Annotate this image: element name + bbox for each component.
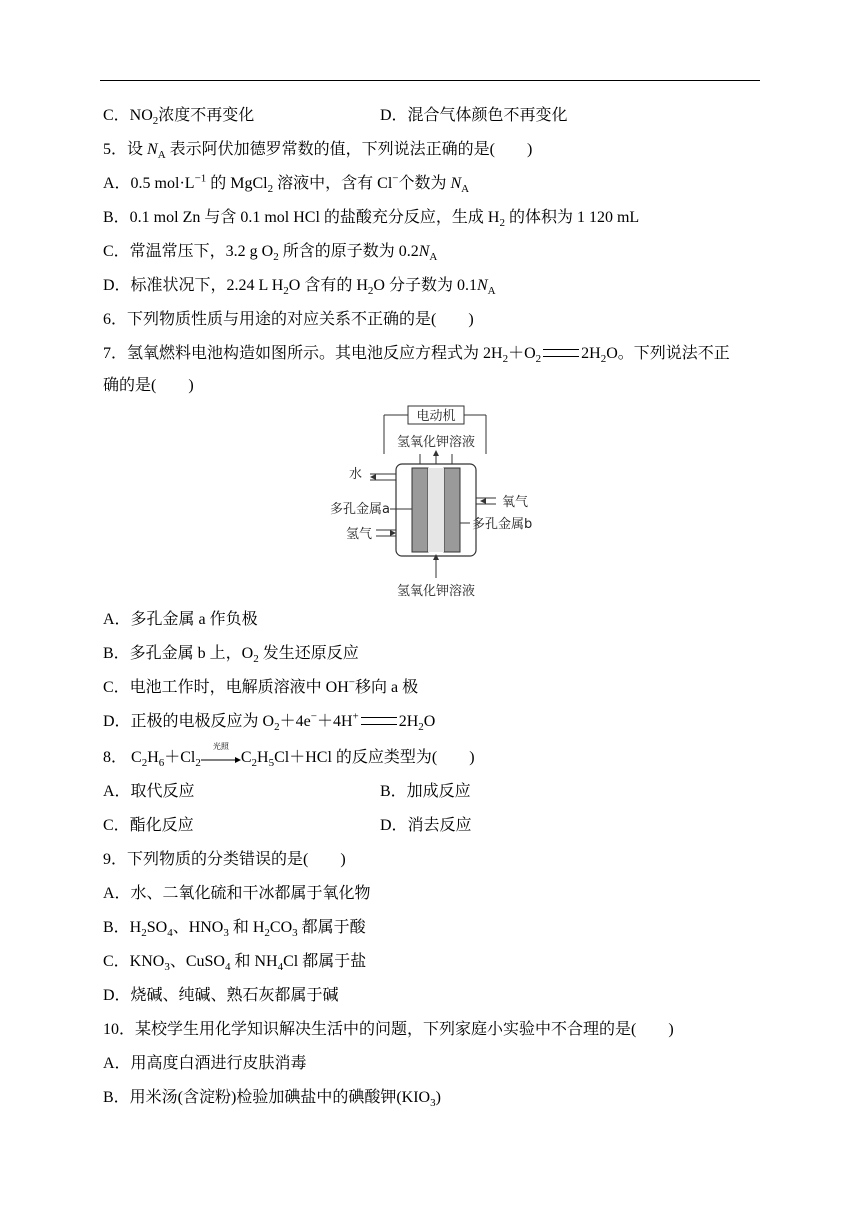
q8-option-d: D．消去反应 (380, 817, 472, 834)
q8-option-b: B．加成反应 (380, 783, 471, 800)
q9-option-a: A．水、二氧化硫和干冰都属于氧化物 (103, 885, 371, 902)
q7-option-b: B．多孔金属 b 上，$O_2$ 发生还原反应 (103, 645, 359, 666)
metal-b-label: 多孔金属b (472, 517, 533, 532)
q5-option-b: B．0.1 mol Zn 与含 0.1 mol HCl 的盐酸充分反应，生成 $H_2$ 的体积为 1 120 mL (103, 209, 640, 230)
hydrogen-label: 氢气 (345, 527, 372, 542)
q10-stem: 10．某校学生用化学知识解决生活中的问题，下列家庭小实验中不合理的是( ) (103, 1021, 674, 1038)
q7-option-c: C．电池工作时，电解质溶液中 OH−移向 a 极 (103, 676, 419, 696)
q4-option-c: C．$NO_2$浓度不再变化 (103, 107, 255, 128)
electrode-a (412, 468, 428, 552)
q7-option-d: D．正极的电极反应为 $O_2+4e^-+4H^+$ $2H_2O$ (103, 710, 436, 734)
q6-stem: 6．下列物质性质与用途的对应关系不正确的是( ) (103, 311, 474, 328)
q10-option-a: A．用高度白酒进行皮肤消毒 (103, 1055, 307, 1072)
q5-stem: 5．设 $N_A$ 表示阿伏加德罗常数的值，下列说法正确的是( ) (103, 141, 533, 162)
q9-option-c: C．$KNO_3$、CuSO$_4$ 和 $NH_4Cl$ 都属于盐 (103, 953, 367, 974)
fuel-cell-diagram (300, 402, 560, 602)
q8-stem: 8． $C_2H_6+Cl_2$ 光照 $C_2H_5Cl+HCl$ 的反应类型为( ) (103, 742, 475, 770)
q7-stem-line2: 确的是( ) (103, 377, 194, 394)
q9-stem: 9．下列物质的分类错误的是( ) (103, 851, 346, 868)
q8-option-c: C．酯化反应 (103, 817, 194, 834)
q4-option-d: D．混合气体颜色不再变化 (380, 107, 568, 124)
equals-sign-icon (361, 717, 397, 725)
koh-bottom-label: 氢氧化钾溶液 (396, 584, 476, 599)
header-rule (100, 80, 760, 81)
water-label: 水 (348, 467, 362, 482)
motor-label: 电动机 (416, 409, 456, 424)
q10-option-b: B．用米汤(含淀粉)检验加碘盐中的碘酸钾$(KIO_3)$ (103, 1089, 441, 1110)
q7-stem: 7．氢氧燃料电池构造如图所示。其电池反应方程式为 $2H_2+O_2$ $2H_2O$。下列说法不正 (103, 345, 730, 366)
q5-option-c: C．常温常压下，3.2 g $O_2$ 所含的原子数为 $0.2N_A$ (103, 243, 438, 264)
reaction-condition: 光照 (212, 742, 229, 752)
q5-option-d: D．标准状况下，2.24 L $H_2O$ 含有的 $H_2O$ 分子数为 $0.1N_A$ (103, 277, 496, 298)
equals-sign-icon (543, 349, 579, 357)
oxygen-label: 氧气 (502, 495, 529, 510)
metal-a-label: 多孔金属a (330, 502, 390, 517)
q8-option-a: A．取代反应 (103, 783, 195, 800)
reaction-arrow-icon (201, 742, 241, 766)
q9-option-b: B．$H_2SO_4$、$HNO_3$ 和 $H_2CO_3$ 都属于酸 (103, 919, 366, 940)
q7-option-a: A．多孔金属 a 作负极 (103, 611, 258, 628)
q9-option-d: D．烧碱、纯碱、熟石灰都属于碱 (103, 987, 339, 1004)
koh-top-label: 氢氧化钾溶液 (396, 435, 476, 450)
electrode-b (444, 468, 460, 552)
q5-option-a: A．0.5 $mol\cdot L^{-1}$ 的 MgCl$_2$ 溶液中，含有 Cl−个数为 $N_A$ (103, 172, 470, 196)
